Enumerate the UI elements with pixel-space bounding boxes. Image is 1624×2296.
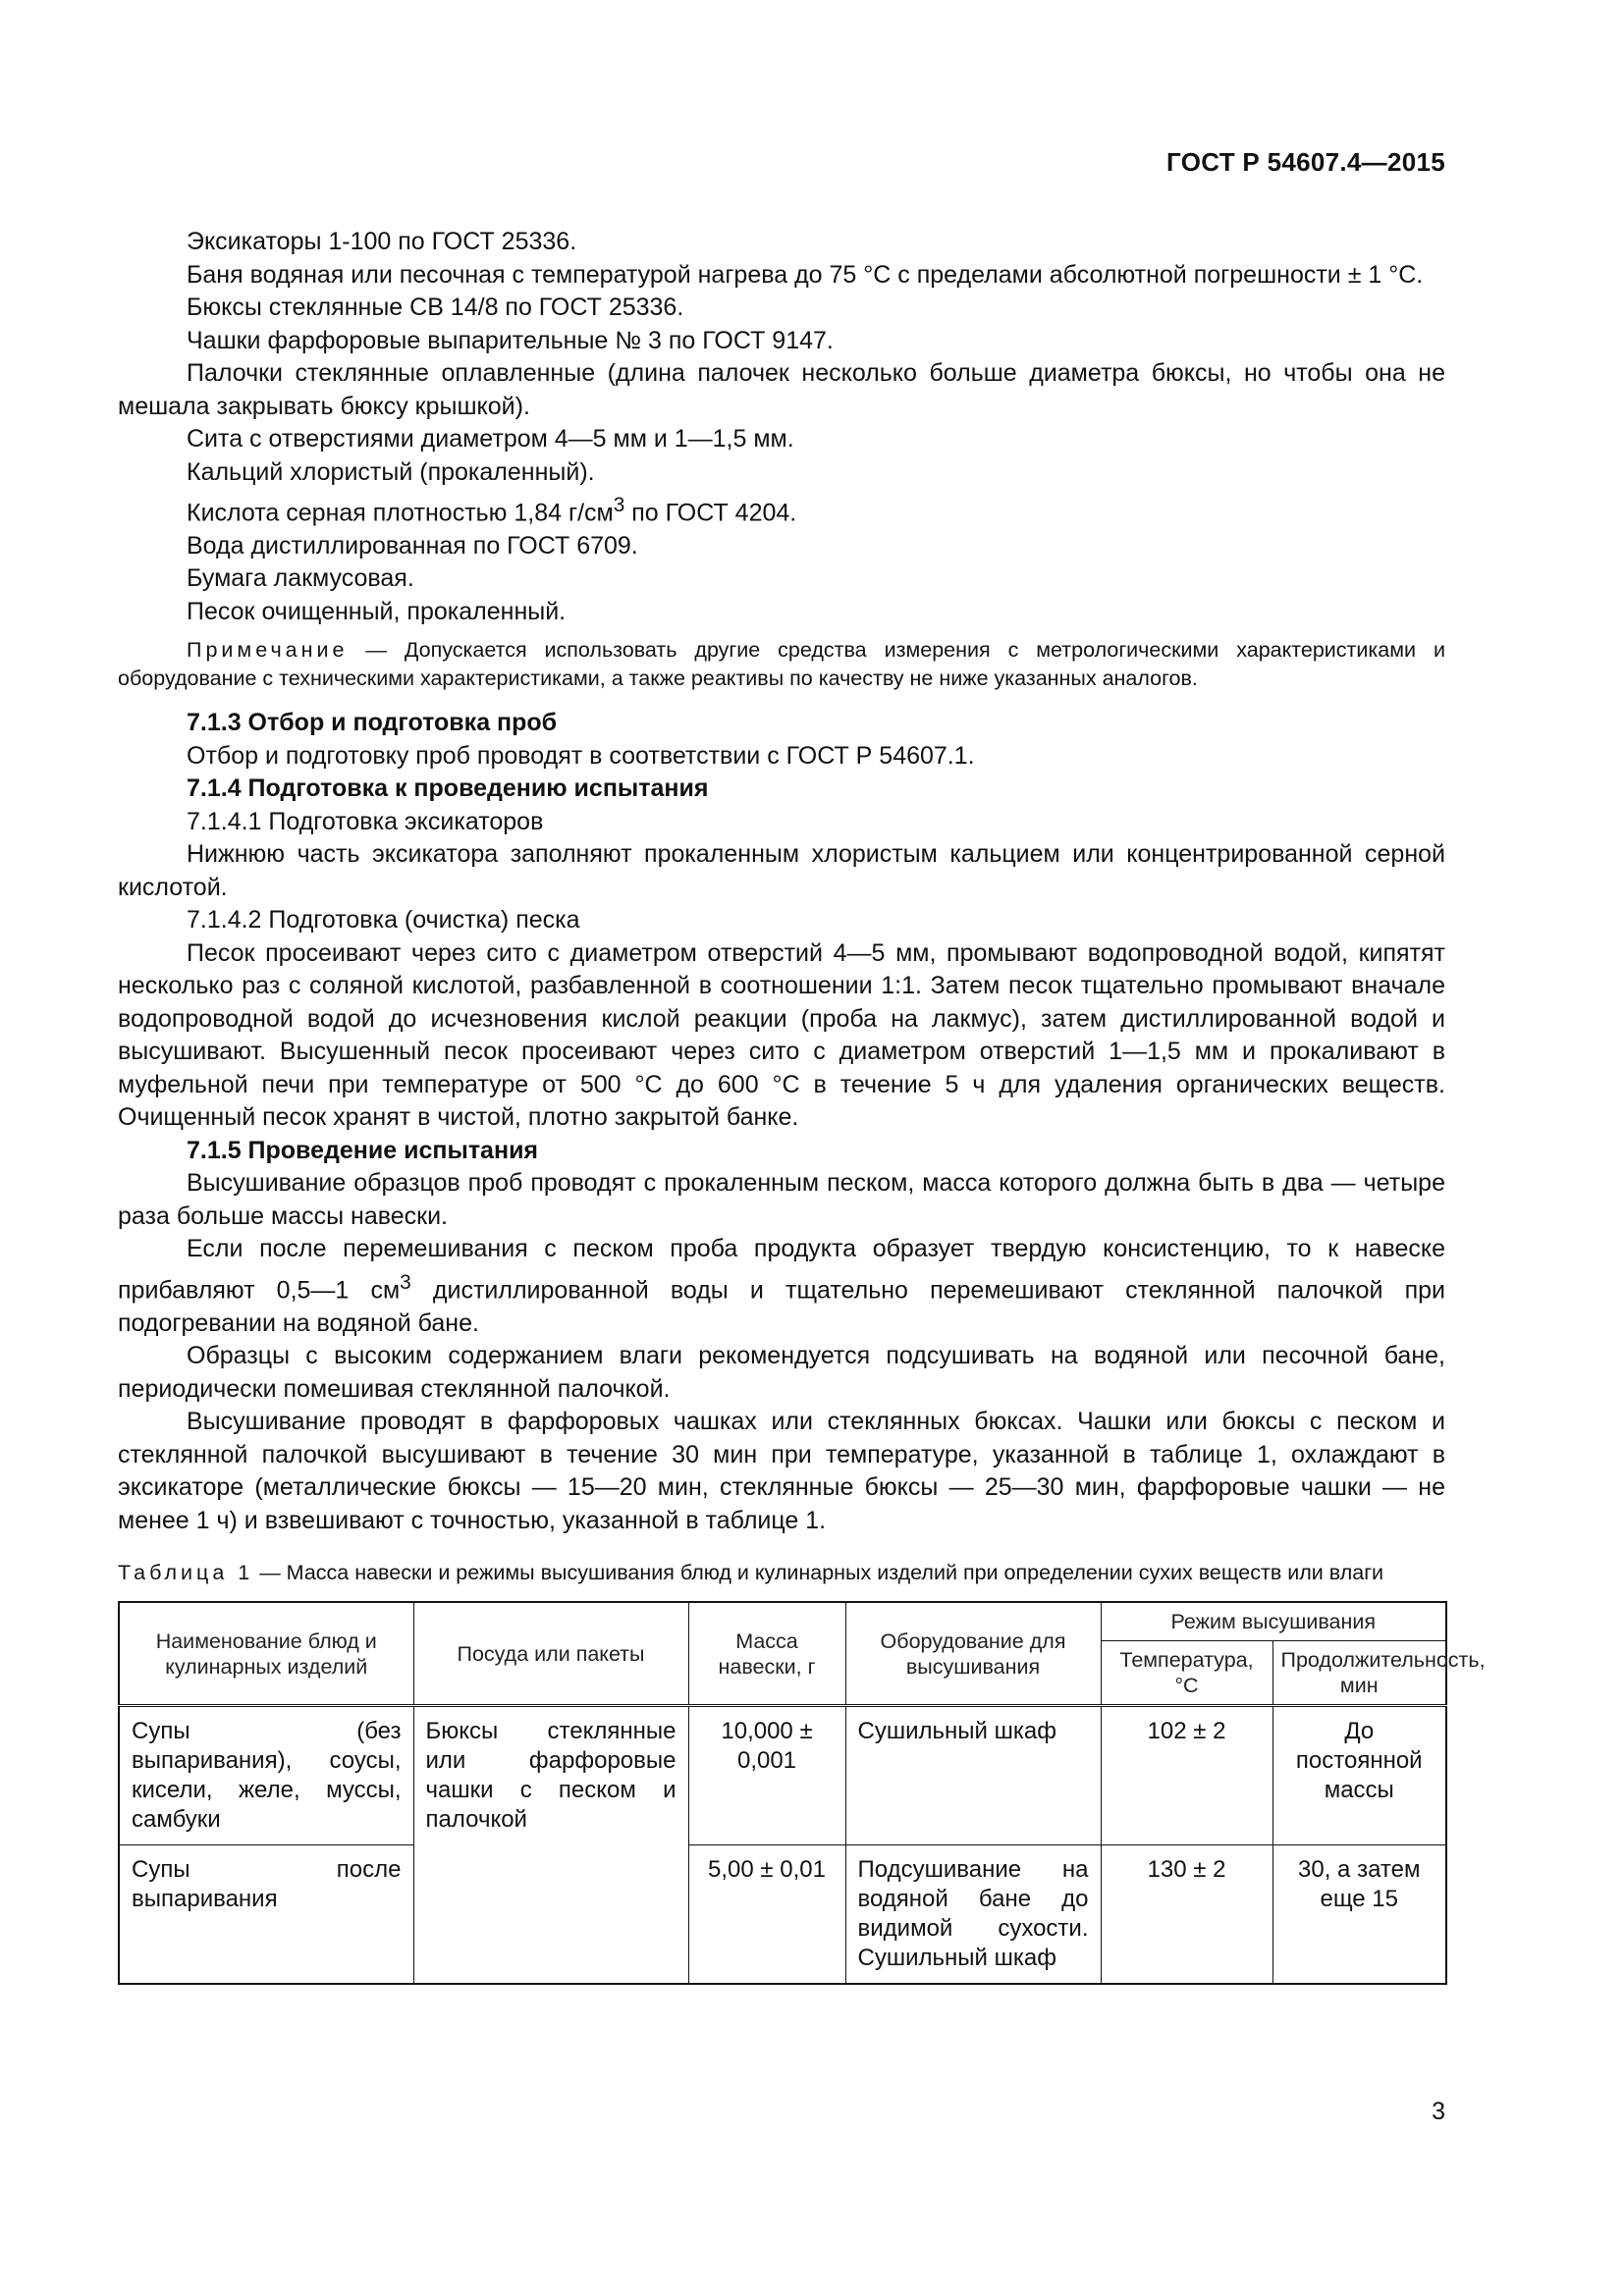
text-run: по ГОСТ 4204. (624, 499, 797, 527)
paragraph: Бумага лакмусовая. (187, 564, 414, 593)
cell-duration: До постоянной массы (1272, 1706, 1446, 1845)
paragraph: Вода дистиллированная по ГОСТ 6709. (187, 531, 638, 560)
cell-temp: 102 ± 2 (1101, 1706, 1272, 1845)
cell-temp: 130 ± 2 (1101, 1845, 1272, 1985)
paragraph: Чашки фарфоровые выпарительные № 3 по ГОСТ 9147. (187, 326, 834, 354)
text-run: дистиллированной воды и тщательно перемешивают стеклянной палочкой при подогревании на водяной бане. (118, 1276, 1445, 1337)
paragraph: Отбор и подготовку проб проводят в соответствии с ГОСТ Р 54607.1. (187, 741, 975, 770)
document-code: ГОСТ Р 54607.4—2015 (1166, 147, 1445, 177)
subsection-heading: 7.1.4.2 Подготовка (очистка) песка (187, 906, 580, 934)
section-heading: 7.1.5 Проведение испытания (187, 1136, 539, 1164)
cell-equipment: Подсушивание на водяной бане до видимой сухости. Сушильный шкаф (845, 1845, 1101, 1985)
header-temp: Температура, °С (1101, 1641, 1272, 1706)
paragraph: Нижнюю часть эксикатора заполняют прокаленным хлористым кальцием или концентрированной серной кислотой. (118, 840, 1445, 901)
header-dishes: Посуда или пакеты (413, 1602, 688, 1706)
cell-name: Супы (без выпаривания), соусы, кисели, желе, муссы, самбуки (119, 1706, 413, 1845)
paragraph (118, 489, 1445, 530)
paragraph: Высушивание образцов проб проводят с прокаленным песком, масса которого должна быть в два — четыре раза больше массы навески. (118, 1169, 1445, 1230)
cell-duration: 30, а затем еще 15 (1272, 1845, 1446, 1985)
paragraph: Бюксы стеклянные СВ 14/8 по ГОСТ 25336. (187, 294, 684, 321)
paragraph: Палочки стеклянные оплавленные (длина палочек несколько больше диаметра бюксы, но чтобы она не мешала закрывать бюксу крышкой). (118, 359, 1445, 420)
header-name: Наименование блюд и кулинарных изделий (119, 1602, 413, 1706)
paragraph: Высушивание проводят в фарфоровых чашках или стеклянных бюксах. Чашки или бюксы с песком и стеклянной палочкой высушивают в течение 30 мин при температуре, указанной в таблице 1, охлаждают в эксикаторе (металлические бюксы — 15—20 мин, стеклянные бюксы — 25—30 мин, фарфоровые чашки — не менее 1 ч) и взвешивают с точностью, указанной в таблице 1. (118, 1408, 1445, 1534)
document-body (118, 226, 1486, 1985)
paragraph: Эксикаторы 1-100 по ГОСТ 25336. (187, 228, 577, 255)
superscript: 3 (400, 1270, 411, 1294)
drying-modes-table (118, 1601, 1486, 1985)
cell-mass: 10,000 ± 0,001 (688, 1706, 845, 1845)
paragraph: Образцы с высоким содержанием влаги рекомендуется подсушивать на водяной или песочной бане, периодически помешивая стеклянной палочкой. (118, 1342, 1445, 1403)
cell-dishes: Бюксы стеклянные или фарфоровые чашки с песком и палочкой (413, 1706, 688, 1985)
header-equipment: Оборудование для высушивания (845, 1602, 1101, 1706)
header-mode: Режим высушивания (1101, 1602, 1446, 1641)
text-run: Если после перемешивания с песком проба продукта образует твердую консистенцию, то к навеске прибавляют 0,5—1 см (118, 1235, 1445, 1305)
cell-mass: 5,00 ± 0,01 (688, 1845, 845, 1985)
cell-name: Супы после выпаривания (119, 1845, 413, 1985)
header-duration: Продолжительность, мин (1272, 1641, 1446, 1706)
document-page (118, 0, 1486, 2296)
page-number: 3 (1432, 2098, 1445, 2125)
note-text: — Допускается использовать другие средства измерения с метрологическими характеристиками и оборудование с техническими характеристиками, а также реактивы по качеству не ниже указанных аналогов. (118, 638, 1445, 691)
table-caption-text: — Масса навески и режимы высушивания блюд и кулинарных изделий при определении сухих веществ или влаги (253, 1561, 1384, 1585)
header-mass: Масса навески, г (688, 1602, 845, 1706)
table-caption-label: Таблица 1 (118, 1561, 254, 1585)
paragraph (118, 1233, 1445, 1340)
paragraph: Кальций хлористый (прокаленный). (187, 457, 595, 486)
table-row (119, 1706, 1446, 1845)
paragraph: Песок очищенный, прокаленный. (187, 597, 567, 625)
table-caption (118, 1559, 1445, 1587)
text-run: Кислота серная плотностью 1,84 г/см (187, 499, 614, 527)
paragraph: Песок просеивают через сито с диаметром отверстий 4—5 мм, промывают водопроводной водой, кипятят несколько раз с соляной кислотой, разбавленной в соотношении 1:1. Затем песок тщательно промывают вначале водопроводной водой до исчезновения кислой реакции (проба на лакмус), затем дистиллированной водой и высушивают. Высушенный песок просеивают через сито с диаметром отверстий 1—1,5 мм и прокаливают в муфельной печи при температуре от 500 °С до 600 °С в течение 5 ч для удаления органических веществ. Очищенный песок хранят в чистой, плотно закрытой банке. (118, 938, 1445, 1132)
superscript: 3 (613, 494, 625, 516)
subsection-heading: 7.1.4.1 Подготовка эксикаторов (187, 807, 544, 835)
cell-equipment: Сушильный шкаф (845, 1706, 1101, 1845)
note-label: Примечание (187, 638, 349, 663)
paragraph: Сита с отверстиями диаметром 4—5 мм и 1—1,5 мм. (187, 425, 794, 453)
section-heading: 7.1.3 Отбор и подготовка проб (187, 709, 558, 737)
paragraph: Баня водяная или песочная с температурой нагрева до 75 °С с пределами абсолютной погрешности ± 1 °С. (187, 260, 1424, 289)
table-row (119, 1845, 1446, 1985)
section-heading: 7.1.4 Подготовка к проведению испытания (187, 774, 709, 803)
note (118, 636, 1445, 693)
